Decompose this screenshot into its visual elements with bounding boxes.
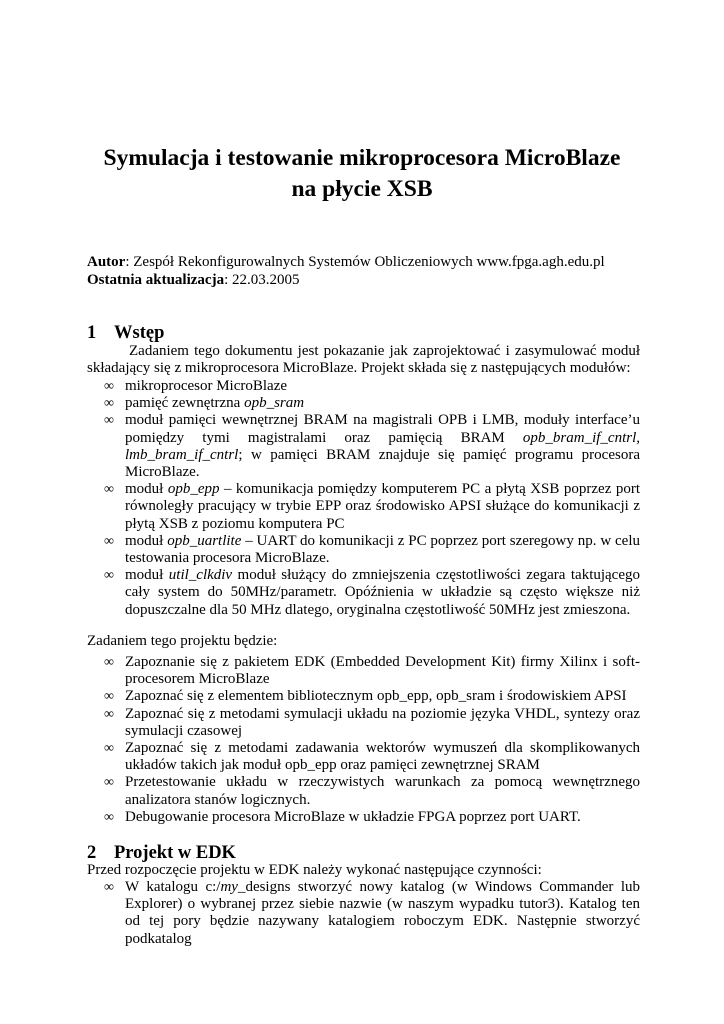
list-item: ∞ moduł util_clkdiv moduł służący do zmniejszenia częstotliwości zegara taktującego cały system do 50MHz/parametr. Opóźnienia w układzie są często większe niż dopuszczalne dla 50 MHz dlatego, oryginalna częstotliwość 50MHz jest zmieszona. xyxy=(104,567,640,618)
bullet-icon: ∞ xyxy=(104,413,114,429)
list-item: ∞ Zapoznać się z elementem bibliotecznym opb_epp, opb_sram i środowiskiem APSI xyxy=(104,688,627,705)
section-2-heading xyxy=(87,842,236,864)
list-item: ∞ mikroprocesor MicroBlaze xyxy=(104,378,288,394)
list-item: ∞ moduł pamięci wewnętrznej BRAM na magistrali OPB i LMB, moduły interface’u pomiędzy tymi magistralami oraz pamięcią BRAM opb_bram_if_cntrl, lmb_bram_if_cntrl; w pamięci BRAM znajduje się pamięć programu procesora MicroBlaze. xyxy=(104,412,640,481)
section-1-title: Wstęp xyxy=(114,323,165,343)
section-2-number: 2 xyxy=(87,843,97,863)
section-1-intro: Zadaniem tego dokumentu jest pokazanie jak zaprojektować i zasymulować moduł składający się z mikroprocesora MicroBlaze. Projekt składa się z następujących modułów: xyxy=(87,343,640,377)
step-list xyxy=(104,879,640,948)
bullet-icon: ∞ xyxy=(104,775,114,791)
tasks-intro: Zadaniem tego projektu będzie: xyxy=(87,633,278,649)
title-line-1: Symulacja i testowanie mikroprocesora MicroBlaze xyxy=(103,145,621,171)
list-item: ∞ Przetestowanie układu w rzeczywistych warunkach za pomocą wewnętrznego analizatora stanów logicznych. xyxy=(104,774,640,808)
author-line xyxy=(87,253,647,271)
list-item: ∞ Zapoznanie się z pakietem EDK (Embedded Development Kit) firmy Xilinx i soft-procesorem MicroBlaze xyxy=(104,654,640,688)
section-2-intro: Przed rozpoczęcie projektu w EDK należy wykonać następujące czynności: xyxy=(87,862,542,878)
bullet-icon: ∞ xyxy=(104,880,114,895)
section-2-title: Projekt w EDK xyxy=(114,843,236,863)
bullet-icon: ∞ xyxy=(104,809,114,825)
author-value: : Zespół Rekonfigurowalnych Systemów Obliczeniowych www.fpga.agh.edu.pl xyxy=(125,254,605,270)
last-update-label: Ostatnia aktualizacja xyxy=(87,272,225,288)
section-1-number: 1 xyxy=(87,323,97,343)
bullet-icon: ∞ xyxy=(104,706,114,722)
list-item: ∞ pamięć zewnętrzna opb_sram xyxy=(104,395,305,412)
bullet-icon: ∞ xyxy=(104,533,114,549)
section-1-heading xyxy=(87,322,164,344)
bullet-icon: ∞ xyxy=(104,741,114,757)
bullet-icon: ∞ xyxy=(104,568,114,584)
list-item: ∞ Zapoznać się z metodami symulacji układu na poziomie języka VHDL, syntezy oraz symulacji czasowej xyxy=(104,705,640,739)
bullet-icon: ∞ xyxy=(104,396,114,412)
document-title xyxy=(60,143,664,205)
task-list xyxy=(104,654,640,826)
title-line-2: na płycie XSB xyxy=(291,176,433,202)
bullet-icon: ∞ xyxy=(104,689,114,705)
list-item: ∞ Debugowanie procesora MicroBlaze w układzie FPGA poprzez port UART. xyxy=(104,808,581,825)
list-item: ∞ W katalogu c:/my_designs stworzyć nowy katalog (w Windows Commander lub Explorer) o wybranej przez siebie nazwie (w naszym wypadku tutor3). Katalog ten od tej pory będzie nazywany katalogiem roboczym EDK. Następnie stworzyć podkatalog xyxy=(104,879,640,947)
last-update-line xyxy=(87,271,647,289)
list-item: ∞ Zapoznać się z metodami zadawania wektorów wymuszeń dla skomplikowanych układów takich jak moduł opb_epp oraz pamięci zewnętrznej SRAM xyxy=(104,740,640,774)
bullet-icon: ∞ xyxy=(104,379,114,394)
list-item: ∞ moduł opb_uartlite – UART do komunikacji z PC poprzez port szeregowy np. w celu testowania procesora MicroBlaze. xyxy=(104,532,640,567)
bullet-icon: ∞ xyxy=(104,655,114,670)
last-update-value: : 22.03.2005 xyxy=(224,272,300,288)
bullet-icon: ∞ xyxy=(104,482,114,498)
module-list xyxy=(104,378,640,619)
author-label: Autor xyxy=(87,254,126,270)
list-item: ∞ moduł opb_epp – komunikacja pomiędzy komputerem PC a płytą XSB poprzez port równoległy pracujący w trybie EPP oraz środowisko APSI służące do komunikacji z płytą XSB z poziomu komputera PC xyxy=(104,481,640,532)
